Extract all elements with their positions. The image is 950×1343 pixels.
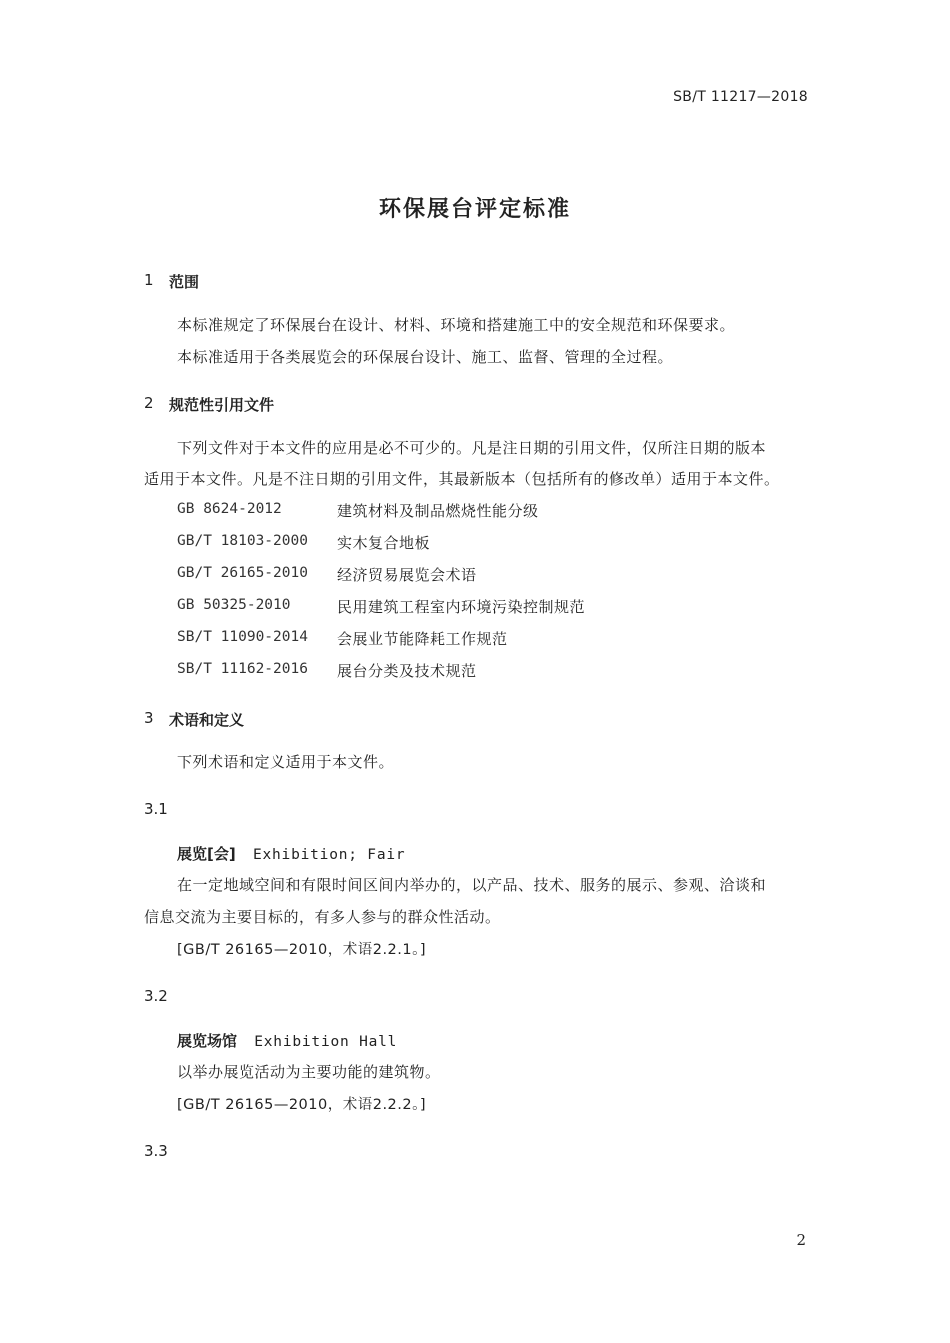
term-heading — [177, 1030, 397, 1051]
reference-code: GB/T 26165-2010 — [177, 565, 308, 581]
reference-name: 建筑材料及制品燃烧性能分级 — [337, 502, 539, 520]
page-number: 2 — [796, 1231, 806, 1249]
document-title: 环保展台评定标准 — [378, 197, 571, 222]
term-source: [GB/T 26165—2010，术语2.2.1。] — [177, 942, 427, 958]
term-heading — [177, 843, 405, 864]
section-3-intro: 下列术语和定义适用于本文件。 — [177, 753, 395, 771]
section-2-intro: 下列文件对于本文件的应用是必不可少的。凡是注日期的引用文件，仅所注日期的版本 — [177, 439, 767, 457]
section-3-title: 术语和定义 — [169, 711, 245, 729]
term-definition: 在一定地域空间和有限时间区间内举办的，以产品、技术、服务的展示、参观、洽谈和 — [177, 876, 767, 894]
section-2-intro-continued: 适用于本文件。凡是不注日期的引用文件，其最新版本（包括所有的修改单）适用于本文件。 — [144, 470, 780, 488]
term-chinese: 展览场馆 — [177, 1032, 238, 1050]
term-number: 3.2 — [144, 987, 168, 1005]
section-3-number: 3 — [144, 709, 154, 727]
standard-code: SB/T 11217—2018 — [673, 89, 808, 105]
term-source: [GB/T 26165—2010，术语2.2.2。] — [177, 1097, 427, 1113]
section-2-title: 规范性引用文件 — [169, 396, 275, 414]
section-1-title: 范围 — [169, 273, 200, 291]
term-chinese: 展览[会] — [177, 845, 236, 863]
section-1-paragraph: 本标准规定了环保展台在设计、材料、环境和搭建施工中的安全规范和环保要求。 — [177, 316, 736, 334]
term-definition-continued: 信息交流为主要目标的，有多人参与的群众性活动。 — [144, 908, 501, 926]
reference-name: 会展业节能降耗工作规范 — [337, 630, 508, 648]
reference-name: 经济贸易展览会术语 — [337, 566, 477, 584]
term-english: Exhibition; Fair — [252, 847, 406, 863]
reference-name: 民用建筑工程室内环境污染控制规范 — [337, 598, 586, 616]
section-1-paragraph: 本标准适用于各类展览会的环保展台设计、施工、监督、管理的全过程。 — [177, 348, 674, 366]
section-2-number: 2 — [144, 394, 154, 412]
term-number: 3.1 — [144, 800, 168, 818]
reference-name: 展台分类及技术规范 — [337, 662, 477, 680]
reference-code: GB 8624-2012 — [177, 501, 282, 517]
term-number: 3.3 — [144, 1142, 168, 1160]
section-1-number: 1 — [144, 271, 154, 289]
reference-code: GB/T 18103-2000 — [177, 533, 308, 549]
reference-code: SB/T 11162-2016 — [177, 661, 308, 677]
reference-name: 实木复合地板 — [337, 534, 431, 552]
reference-code: GB 50325-2010 — [177, 597, 291, 613]
term-english: Exhibition Hall — [254, 1034, 398, 1050]
term-definition: 以举办展览活动为主要功能的建筑物。 — [177, 1063, 441, 1081]
reference-code: SB/T 11090-2014 — [177, 629, 308, 645]
